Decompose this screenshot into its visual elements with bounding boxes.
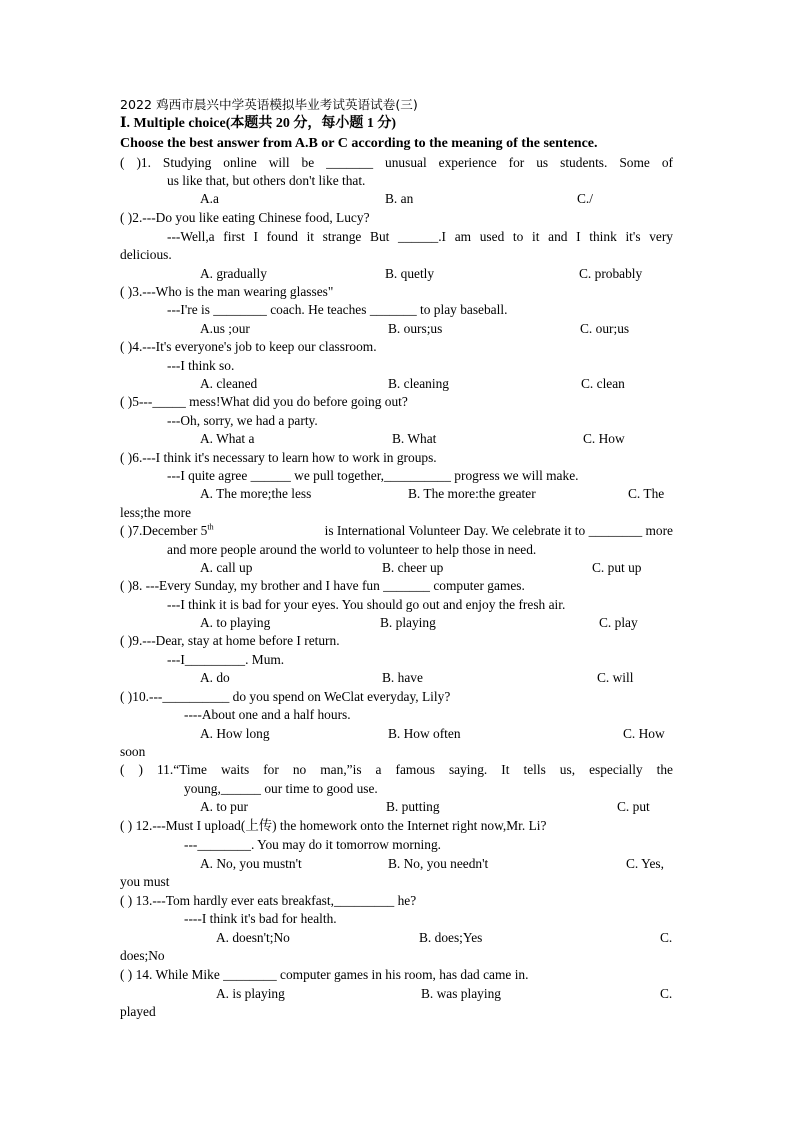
q9-option-c: C. will: [597, 670, 634, 685]
q14-stem: ( ) 14. While Mike ________ computer games in his room, has dad came in.: [120, 967, 529, 982]
q11-option-b: B. putting: [386, 799, 440, 814]
q11-stem-cont: young,______ our time to good use.: [184, 781, 378, 796]
q3-option-c: C. our;us: [580, 321, 630, 336]
q10-option-b: B. How often: [388, 726, 461, 741]
q5-option-b: B. What: [392, 431, 437, 446]
q2-option-c: C. probably: [579, 266, 643, 281]
q13-option-c-cont: does;No: [120, 948, 165, 963]
q3-stem: ( )3.---Who is the man wearing glasses": [120, 284, 334, 299]
q1-stem-cont: us like that, but others don't like that.: [167, 173, 366, 188]
q8-option-c: C. play: [599, 615, 638, 630]
q13-stem: ( ) 13.---Tom hardly ever eats breakfast,_________ he?: [120, 893, 417, 908]
q6-option-c-cont: less;the more: [120, 505, 192, 520]
q8-stem: ( )8. ---Every Sunday, my brother and I have fun _______ computer games.: [120, 578, 525, 593]
q7-option-c: C. put up: [592, 560, 642, 575]
q4-option-a: A. cleaned: [200, 376, 258, 391]
q2-stem-cont2: delicious.: [120, 247, 172, 262]
q9-stem: ( )9.---Dear, stay at home before I return.: [120, 633, 340, 648]
q7-option-a: A. call up: [200, 560, 253, 575]
q2-option-b: B. quetly: [385, 266, 435, 281]
q11-stem: ( ) 11.“Time waits for no man,”is a famous saying. It tells us, especially the: [120, 762, 673, 777]
q7-stem-text: ( )7.December 5: [120, 523, 208, 538]
q8-stem-cont: ---I think it is bad for your eyes. You should go out and enjoy the fresh air.: [167, 597, 566, 612]
q6-stem: ( )6.---I think it's necessary to learn how to work in groups.: [120, 450, 437, 465]
q7-stem-cont: and more people around the world to volunteer to help those in need.: [167, 542, 537, 557]
q5-option-c: C. How: [583, 431, 625, 446]
q1-stem: ( )1. Studying online will be _______ unusual experience for us students. Some of: [120, 155, 673, 170]
q14-option-c: C.: [660, 986, 673, 1001]
q11-option-a: A. to pur: [200, 799, 248, 814]
q6-option-a: A. The more;the less: [200, 486, 312, 501]
q14-option-a: A. is playing: [216, 986, 285, 1001]
q5-stem: ( )5---_____ mess!What did you do before going out?: [120, 394, 408, 409]
q10-stem-cont: ----About one and a half hours.: [184, 707, 351, 722]
q10-stem: ( )10.---__________ do you spend on WeClat everyday, Lily?: [120, 689, 451, 704]
q3-option-b: B. ours;us: [388, 321, 443, 336]
q13-option-b: B. does;Yes: [419, 930, 483, 945]
q10-option-a: A. How long: [200, 726, 270, 741]
q6-stem-cont: ---I quite agree ______ we pull together,__________ progress we will make.: [167, 468, 579, 483]
q4-stem: ( )4.---It's everyone's job to keep our classroom.: [120, 339, 377, 354]
q8-option-b: B. playing: [380, 615, 436, 630]
q10-option-c: C. How: [623, 726, 665, 741]
q9-stem-cont: ---I_________. Mum.: [167, 652, 285, 667]
q10-option-c-cont: soon: [120, 744, 146, 759]
q5-stem-cont: ---Oh, sorry, we had a party.: [167, 413, 318, 428]
q7-superscript: th: [207, 522, 214, 532]
section-instruction: Choose the best answer from A.B or C according to the meaning of the sentence.: [120, 136, 598, 151]
q3-option-a: A.us ;our: [200, 321, 250, 336]
q7-stem: [120, 522, 673, 540]
q4-stem-cont: ---I think so.: [167, 358, 235, 373]
q12-option-c-cont: you must: [120, 874, 170, 889]
q13-stem-cont: ----I think it's bad for health.: [184, 911, 337, 926]
q11-option-c: C. put: [617, 799, 650, 814]
q12-option-a: A. No, you mustn't: [200, 856, 302, 871]
q13-option-c: C.: [660, 930, 673, 945]
exam-title: 2022 鸡西市晨兴中学英语模拟毕业考试英语试卷(三): [120, 97, 418, 112]
q1-option-b: B. an: [385, 191, 414, 206]
q7-stem-rest: is International Volunteer Day. We celebrate it to ________ more: [324, 523, 673, 538]
q12-option-c: C. Yes,: [626, 856, 664, 871]
q14-option-c-cont: played: [120, 1004, 156, 1019]
q6-option-c: C. The: [628, 486, 665, 501]
q12-stem: ( ) 12.---Must I upload(上传) the homework onto the Internet right now,Mr. Li?: [120, 818, 547, 833]
q12-option-b: B. No, you needn't: [388, 856, 489, 871]
q2-stem-cont: ---Well,a first I found it strange But ______.I am used to it and I think it's very: [167, 229, 673, 244]
q6-option-b: B. The more:the greater: [408, 486, 536, 501]
q7-option-b: B. cheer up: [382, 560, 444, 575]
q1-option-a: A.a: [200, 191, 219, 206]
q3-stem-cont: ---I're is ________ coach. He teaches _______ to play baseball.: [167, 302, 508, 317]
q5-option-a: A. What a: [200, 431, 255, 446]
q1-option-c: C./: [577, 191, 593, 206]
q14-option-b: B. was playing: [421, 986, 501, 1001]
section-heading: Ⅰ. Multiple choice(本题共 20 分，每小题 1 分): [120, 116, 397, 131]
q4-option-b: B. cleaning: [388, 376, 449, 391]
q7-stem-start: [120, 522, 214, 540]
q2-option-a: A. gradually: [200, 266, 267, 281]
q9-option-a: A. do: [200, 670, 230, 685]
q9-option-b: B. have: [382, 670, 423, 685]
q12-stem-cont: ---________. You may do it tomorrow morning.: [184, 837, 442, 852]
q13-option-a: A. doesn't;No: [216, 930, 290, 945]
q8-option-a: A. to playing: [200, 615, 271, 630]
q2-stem: ( )2.---Do you like eating Chinese food, Lucy?: [120, 210, 370, 225]
q4-option-c: C. clean: [581, 376, 625, 391]
